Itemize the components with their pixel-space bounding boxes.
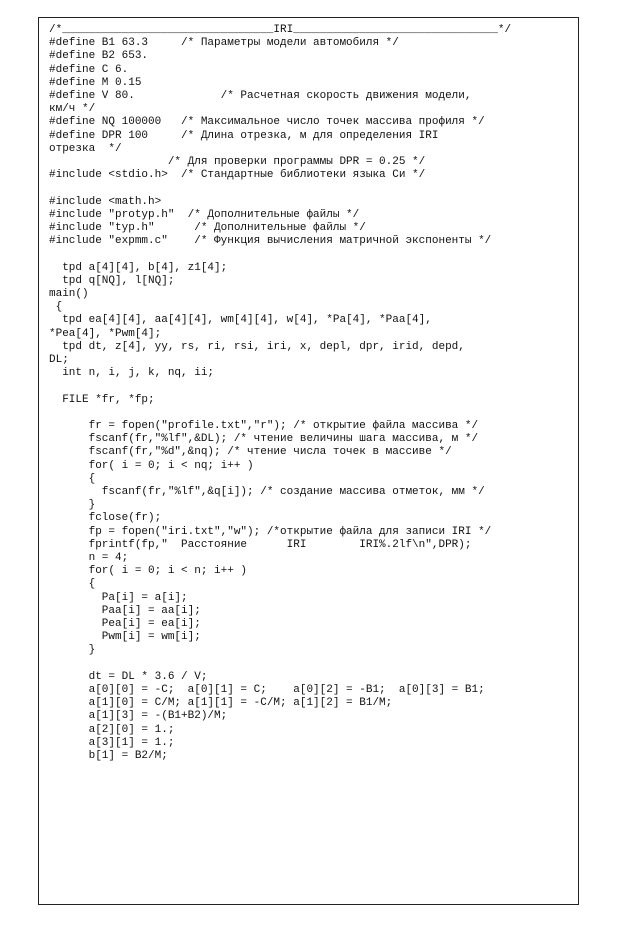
code-line: tpd ea[4][4], aa[4][4], wm[4][4], w[4], *Pa[4], *Paa[4], — [49, 314, 432, 327]
code-line: dt = DL * 3.6 / V; — [49, 670, 208, 683]
code-line — [49, 182, 572, 195]
code-line: for( i = 0; i < nq; i++ ) — [49, 459, 254, 472]
code-line: a[1][0] = C/M; a[1][1] = -C/M; a[1][2] = B1/M; — [49, 697, 393, 710]
code-line: fscanf(fr,"%d",&nq); /* чтение числа точек в массиве */ — [49, 446, 452, 459]
code-line: #include "protyp.h" /* Дополнительные файлы */ — [49, 208, 360, 221]
code-line: FILE *fr, *fp; — [49, 393, 155, 406]
code-line: #define DPR 100 /* Длина отрезка, м для определения IRI — [49, 129, 439, 142]
code-line: main() — [49, 288, 89, 301]
code-line: tpd dt, z[4], yy, rs, ri, rsi, iri, x, depl, dpr, irid, depd, — [49, 340, 465, 353]
code-line — [49, 248, 572, 261]
code-line: Pa[i] = a[i]; — [49, 591, 188, 604]
code-line: км/ч */ — [49, 103, 96, 116]
code-line: fp = fopen("iri.txt","w"); /*открытие файла для записи IRI */ — [49, 525, 492, 538]
code-line: отрезка */ — [49, 142, 122, 155]
code-line: *Pea[4], *Pwm[4]; — [49, 327, 162, 340]
code-line: #define NQ 100000 /* Максимальное число точек массива профиля */ — [49, 116, 485, 129]
code-line: { — [49, 578, 96, 591]
code-listing-frame — [38, 17, 579, 905]
code-line: DL; — [49, 354, 69, 367]
code-line: a[3][1] = 1.; — [49, 736, 175, 749]
code-line: Paa[i] = aa[i]; — [49, 604, 201, 617]
code-line: } — [49, 644, 96, 657]
code-line: #define B2 653. — [49, 50, 149, 63]
code-line: { — [49, 301, 63, 314]
code-line: #define B1 63.3 /* Параметры модели автомобиля */ — [49, 37, 399, 50]
code-line — [49, 380, 572, 393]
code-line: /*________________________________IRI_______________________________*/ — [49, 24, 512, 36]
code-line: { — [49, 472, 96, 485]
code-line: fr = fopen("profile.txt","r"); /* открытие файла массива */ — [49, 420, 479, 433]
code-line: #include "expmm.c" /* Функция вычисления матричной экспоненты */ — [49, 235, 492, 248]
code-line: #define C 6. — [49, 63, 129, 76]
code-line: fscanf(fr,"%lf",&DL); /* чтение величины шага массива, м */ — [49, 433, 479, 446]
code-line: Pea[i] = ea[i]; — [49, 618, 201, 631]
code-line: /* Для проверки программы DPR = 0.25 */ — [49, 156, 426, 169]
code-line: n = 4; — [49, 552, 129, 565]
code-line: fclose(fr); — [49, 512, 162, 525]
code-line: #define V 80. /* Расчетная скорость движения модели, — [49, 90, 472, 103]
code-line: #include <math.h> — [49, 195, 162, 208]
code-line: #include <stdio.h> /* Стандартные библиотеки языка Си */ — [49, 169, 426, 182]
code-line: tpd q[NQ], l[NQ]; — [49, 274, 175, 287]
code-line: a[0][0] = -C; a[0][1] = C; a[0][2] = -B1; a[0][3] = B1; — [49, 684, 485, 697]
code-line: } — [49, 499, 96, 512]
code-line: #include "typ.h" /* Дополнительные файлы */ — [49, 222, 366, 235]
code-line — [49, 658, 572, 671]
code-line: for( i = 0; i < n; i++ ) — [49, 565, 248, 578]
code-line: b[1] = B2/M; — [49, 750, 168, 763]
code-line: tpd a[4][4], b[4], z1[4]; — [49, 261, 228, 274]
code-line: fscanf(fr,"%lf",&q[i]); /* создание массива отметок, мм */ — [49, 486, 485, 499]
code-line: int n, i, j, k, nq, ii; — [49, 367, 215, 380]
code-line: #define M 0.15 — [49, 76, 142, 89]
code-listing — [49, 24, 572, 763]
code-line: Pwm[i] = wm[i]; — [49, 631, 201, 644]
code-line: a[2][0] = 1.; — [49, 723, 175, 736]
code-line: a[1][3] = -(B1+B2)/M; — [49, 710, 228, 723]
code-line: fprintf(fp," Расстояние IRI IRI%.2lf\n",DPR); — [49, 538, 472, 551]
code-line — [49, 407, 572, 420]
